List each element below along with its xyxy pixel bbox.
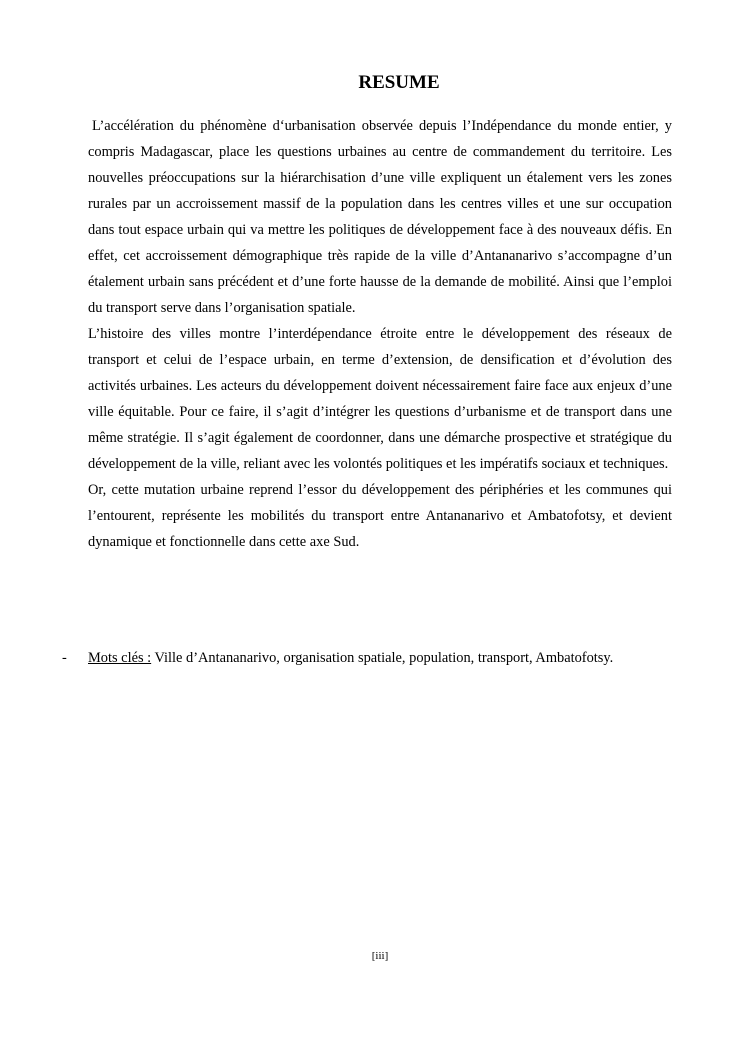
page-title: RESUME bbox=[358, 72, 440, 93]
paragraph-3: Or, cette mutation urbaine reprend l’essor du développement des périphéries et les communes qui l’entourent, représente les mobilités du transport entre Antananarivo et Ambatofotsy, et devient dynamique et fonctionnelle dans cette axe Sud. bbox=[88, 482, 672, 550]
paragraph-2: L’histoire des villes montre l’interdépendance étroite entre le développement des réseaux de transport et celui de l’espace urbain, en terme d’extension, de densification et d’évolution des activités urbaines. Les acteurs du développement doivent nécessairement faire face aux enjeux d’une ville équitable. Pour ce faire, il s’agit d’intégrer les questions d’urbanisme et de transport dans une même stratégie. Il s’agit également de coordonner, dans une démarche prospective et stratégique du développement de la ville, reliant avec les volontés politiques et les impératifs sociaux et techniques. bbox=[88, 326, 672, 472]
keywords-label: Mots clés : bbox=[88, 650, 152, 666]
page-number: [iii] bbox=[371, 950, 389, 962]
keywords-line bbox=[62, 646, 702, 670]
keywords-bullet: - bbox=[62, 650, 67, 666]
paragraph-1: L’accélération du phénomène d‘urbanisation observée depuis l’Indépendance du monde entier, y compris Madagascar, place les questions urbaines au centre de commandement du territoire. Les nouvelles préoccupations sur la hiérarchisation d’une ville expliquent un étalement vers les zones rurales par un accroissement massif de la population dans les centres villes et une sur occupation dans tout espace urbain qui va mettre les politiques de développement face à des nouveaux défis. En effet, cet accroissement démographique très rapide de la ville d’Antananarivo s’accompagne d’un étalement urbain sans précédent et d’une forte hausse de la demande de mobilité. Ainsi que l’emploi du transport serve dans l’organisation spatiale. bbox=[88, 118, 672, 316]
keywords-text: Ville d’Antananarivo, organisation spatiale, population, transport, Ambatofotsy. bbox=[151, 650, 614, 666]
abstract-body bbox=[88, 113, 672, 555]
